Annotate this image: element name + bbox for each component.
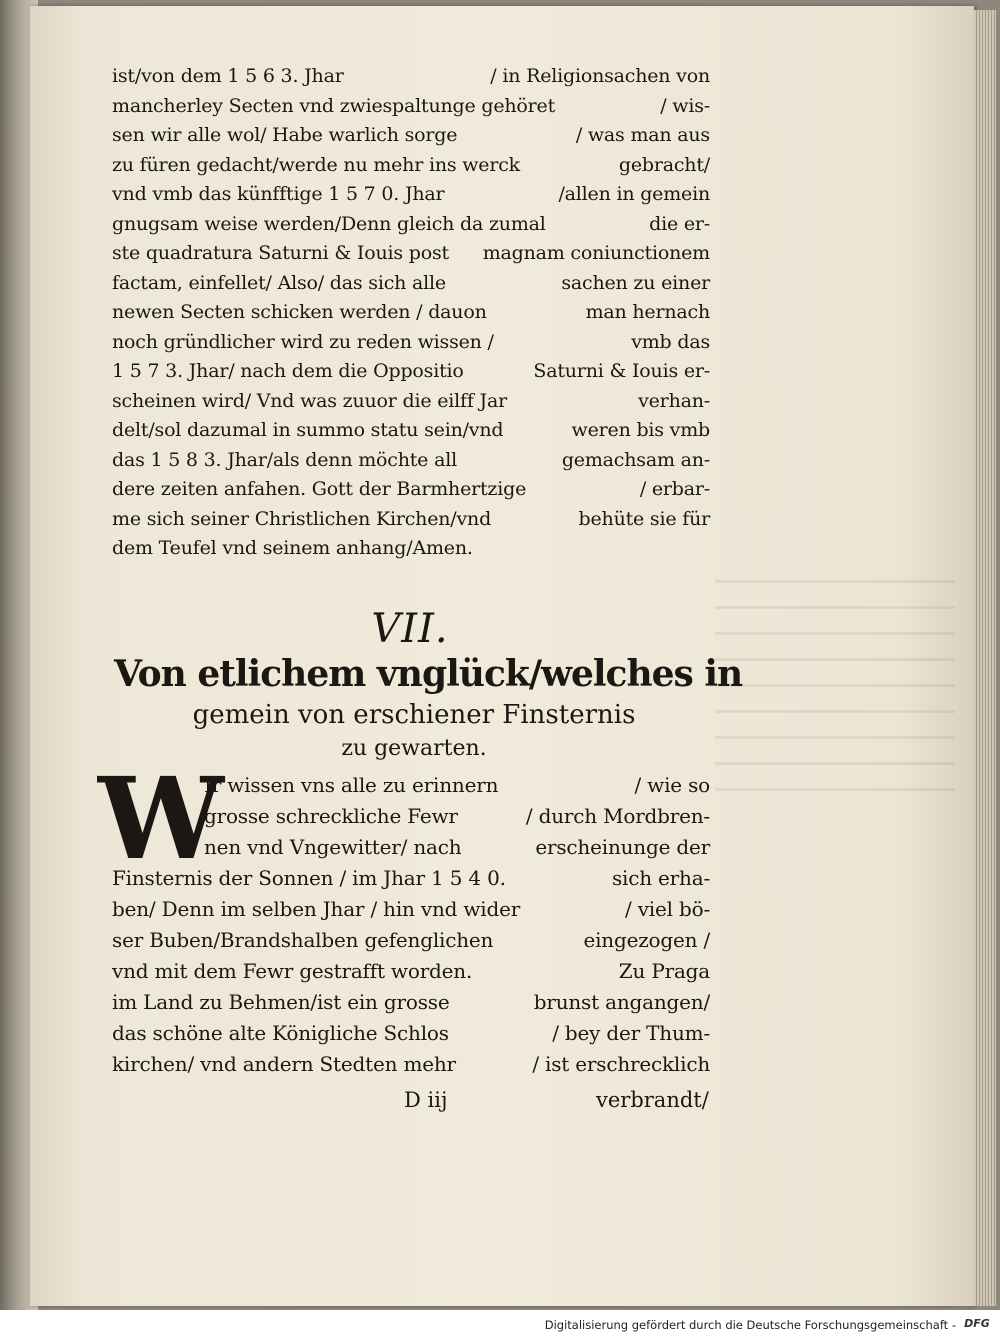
- text-line: newen Secten schicken werden / dauon man hernach: [112, 301, 710, 323]
- dfg-logo: DFG: [964, 1317, 990, 1330]
- text-line: ser Buben/Brandshalben gefenglichen eingezogen /: [112, 928, 710, 952]
- text-line-last: dem Teufel vnd seinem anhang/Amen.: [112, 537, 473, 559]
- text-line: delt/sol dazumal in summo statu sein/vnd weren bis vmb: [112, 419, 710, 441]
- catchword: verbrandt/: [596, 1088, 709, 1112]
- text-line: Finsternis der Sonnen / im Jhar 1 5 4 0. sich erha-: [112, 866, 710, 890]
- text-line: Ir wissen vns alle zu erinnern / wie so: [204, 773, 710, 797]
- text-line: gnugsam weise werden/Denn gleich da zumal die er-: [112, 212, 710, 235]
- text-line: 1 5 7 3. Jhar/ nach dem die Oppositio Saturni & Iouis er-: [112, 360, 710, 382]
- text-line: ben/ Denn im selben Jhar / hin vnd wider / viel bö-: [112, 897, 710, 921]
- text-line: factam, einfellet/ Also/ das sich alle sachen zu einer: [112, 271, 710, 294]
- text-line: me sich seiner Christlichen Kirchen/vnd behüte sie für: [112, 507, 710, 530]
- signature-mark: D iij: [404, 1088, 448, 1112]
- text-line: sen wir alle wol/ Habe warlich sorge / was man aus: [112, 124, 710, 146]
- text-line: das schöne alte Königliche Schlos / bey der Thum-: [112, 1021, 710, 1045]
- text-line: vnd mit dem Fewr gestrafft worden. Zu Praga: [112, 959, 710, 983]
- funding-notice: Digitalisierung gefördert durch die Deutsche Forschungsgemeinschaft -: [544, 1318, 956, 1332]
- text-line: kirchen/ vnd andern Stedten mehr / ist erschrecklich: [112, 1052, 710, 1076]
- drop-cap-initial: W: [98, 754, 224, 885]
- top-paragraph: [112, 62, 710, 564]
- chapter-paragraph: [112, 770, 710, 1080]
- text-line: das 1 5 8 3. Jhar/als denn möchte all gemachsam an-: [112, 448, 710, 471]
- text-line: vnd vmb das künfftige 1 5 7 0. Jhar /allen in gemein: [112, 183, 710, 205]
- chapter-number: VII.: [371, 606, 449, 652]
- chapter-title-line-2: gemein von erschiener Finsternis: [192, 700, 636, 730]
- text-line: dere zeiten anfahen. Gott der Barmhertzige / erbar-: [112, 478, 710, 500]
- text-line: ist/von dem 1 5 6 3. Jhar / in Religionsachen von: [112, 65, 710, 87]
- page-stack-edges: [974, 10, 996, 1306]
- chapter-title-line-3: zu gewarten.: [341, 736, 487, 761]
- chapter-title-line-1: Von etlichem vnglück/welches in: [114, 653, 743, 695]
- text-line: nen vnd Vngewitter/ nach erscheinunge der: [204, 835, 710, 859]
- text-line: ste quadratura Saturni & Iouis post magnam coniunctionem: [112, 242, 710, 264]
- text-line: grosse schreckliche Fewr / durch Mordbren-: [204, 804, 710, 828]
- text-line: scheinen wird/ Vnd was zuuor die eilff Jar verhan-: [112, 389, 710, 412]
- text-line: im Land zu Behmen/ist ein grosse brunst angangen/: [112, 990, 710, 1014]
- text-line: mancherley Secten vnd zwiespaltunge gehöret / wis-: [112, 94, 710, 117]
- text-line: noch gründlicher wird zu reden wissen / vmb das: [112, 330, 710, 353]
- text-line: zu füren gedacht/werde nu mehr ins werck gebracht/: [112, 153, 710, 176]
